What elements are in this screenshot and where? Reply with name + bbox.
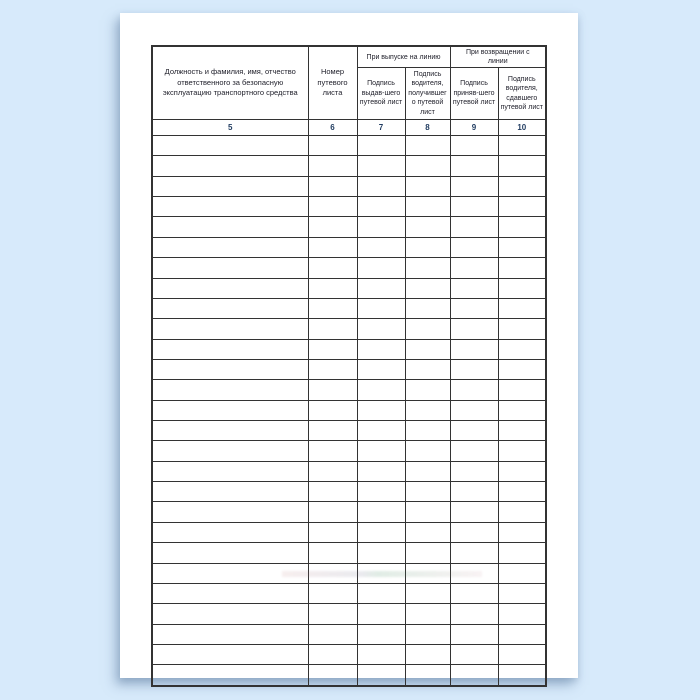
empty-cell (308, 217, 357, 237)
empty-cell (450, 644, 498, 664)
empty-cell (308, 136, 357, 156)
empty-cell (498, 339, 546, 359)
table-row (152, 543, 546, 563)
empty-cell (405, 604, 450, 624)
table-row (152, 258, 546, 278)
empty-cell (498, 522, 546, 542)
table-row (152, 461, 546, 481)
empty-cell (498, 482, 546, 502)
empty-cell (308, 665, 357, 686)
empty-cell (308, 644, 357, 664)
empty-cell (405, 624, 450, 644)
table-row (152, 400, 546, 420)
empty-cell (308, 400, 357, 420)
empty-cell (450, 380, 498, 400)
empty-cell (152, 522, 308, 542)
empty-cell (405, 461, 450, 481)
empty-cell (357, 319, 405, 339)
empty-cell (405, 502, 450, 522)
empty-cell (308, 258, 357, 278)
empty-cell (308, 359, 357, 379)
empty-cell (357, 624, 405, 644)
empty-cell (450, 665, 498, 686)
empty-cell (357, 380, 405, 400)
empty-cell (450, 502, 498, 522)
empty-cell (405, 400, 450, 420)
header-signature-acceptor: Подпись приняв-шего путевой лист (450, 68, 498, 120)
empty-cell (450, 359, 498, 379)
empty-cell (450, 237, 498, 257)
empty-cell (450, 482, 498, 502)
table-row (152, 278, 546, 298)
empty-cell (308, 441, 357, 461)
table-row (152, 563, 546, 583)
empty-cell (308, 461, 357, 481)
empty-cell (308, 624, 357, 644)
empty-cell (450, 543, 498, 563)
empty-cell (450, 624, 498, 644)
empty-cell (498, 543, 546, 563)
empty-cell (152, 339, 308, 359)
empty-cell (405, 482, 450, 502)
empty-cell (405, 339, 450, 359)
empty-cell (498, 176, 546, 196)
empty-cell (357, 339, 405, 359)
empty-cell (308, 298, 357, 318)
empty-cell (152, 136, 308, 156)
empty-cell (152, 604, 308, 624)
empty-cell (405, 441, 450, 461)
table-row (152, 441, 546, 461)
empty-cell (308, 278, 357, 298)
group-header-release-to-line (357, 46, 450, 68)
document-page (120, 13, 578, 678)
empty-cell (498, 461, 546, 481)
empty-cell (498, 359, 546, 379)
empty-cell (450, 319, 498, 339)
empty-cell (498, 278, 546, 298)
empty-cell (308, 319, 357, 339)
empty-cell (357, 217, 405, 237)
table-header (152, 46, 546, 136)
empty-cell (498, 197, 546, 217)
empty-cell (152, 197, 308, 217)
empty-cell (450, 339, 498, 359)
table-row (152, 583, 546, 603)
empty-cell (357, 359, 405, 379)
empty-cell (498, 624, 546, 644)
empty-cell (357, 543, 405, 563)
header-signature-driver-received: Подпись водителя, получившего путевой лист (405, 68, 450, 120)
empty-cell (152, 380, 308, 400)
empty-cell (152, 237, 308, 257)
empty-cell (450, 400, 498, 420)
empty-cell (308, 522, 357, 542)
table-row (152, 217, 546, 237)
table-body (152, 136, 546, 686)
empty-cell (152, 644, 308, 664)
table-row (152, 644, 546, 664)
table-row (152, 136, 546, 156)
empty-cell (152, 665, 308, 686)
empty-cell (357, 502, 405, 522)
empty-cell (498, 665, 546, 686)
empty-cell (152, 156, 308, 176)
empty-cell (405, 421, 450, 441)
empty-cell (405, 380, 450, 400)
empty-cell (450, 461, 498, 481)
empty-cell (308, 197, 357, 217)
empty-cell (357, 278, 405, 298)
empty-cell (450, 522, 498, 542)
group-header-row (152, 46, 546, 68)
empty-cell (152, 217, 308, 237)
empty-cell (357, 421, 405, 441)
empty-cell (450, 197, 498, 217)
table-row (152, 359, 546, 379)
column-number-8: 8 (405, 120, 450, 136)
table-row (152, 604, 546, 624)
table-row (152, 197, 546, 217)
empty-cell (498, 563, 546, 583)
table-row (152, 176, 546, 196)
empty-cell (152, 421, 308, 441)
empty-cell (450, 136, 498, 156)
table-row (152, 502, 546, 522)
group-header-release-label: При выпуске на линию (366, 53, 441, 61)
header-waybill-number: Номер путевого листа (308, 46, 357, 120)
empty-cell (450, 298, 498, 318)
table-row (152, 482, 546, 502)
table-row (152, 665, 546, 686)
empty-cell (450, 217, 498, 237)
empty-cell (308, 176, 357, 196)
empty-cell (498, 441, 546, 461)
empty-cell (308, 156, 357, 176)
column-number-5: 5 (152, 120, 308, 136)
empty-cell (405, 197, 450, 217)
empty-cell (498, 298, 546, 318)
header-responsible-person: Должность и фамилия, имя, отчество ответственного за безопасную эксплуатацию транспортного средства (152, 46, 308, 120)
empty-cell (357, 136, 405, 156)
empty-cell (450, 156, 498, 176)
empty-cell (308, 604, 357, 624)
empty-cell (357, 461, 405, 481)
table-row (152, 156, 546, 176)
empty-cell (152, 563, 308, 583)
empty-cell (357, 400, 405, 420)
empty-cell (450, 563, 498, 583)
empty-cell (152, 400, 308, 420)
empty-cell (152, 543, 308, 563)
table-row (152, 319, 546, 339)
table-row (152, 298, 546, 318)
waybill-log-table (151, 45, 547, 687)
header-signature-driver-returned: Подпись водителя, сдавшего путевой лист (498, 68, 546, 120)
header-signature-issuer: Подпись выдав-шего путевой лист (357, 68, 405, 120)
table-row (152, 624, 546, 644)
empty-cell (357, 522, 405, 542)
empty-cell (357, 604, 405, 624)
empty-cell (498, 217, 546, 237)
empty-cell (405, 258, 450, 278)
empty-cell (357, 237, 405, 257)
empty-cell (498, 604, 546, 624)
empty-cell (152, 624, 308, 644)
empty-cell (405, 156, 450, 176)
empty-cell (405, 217, 450, 237)
empty-cell (498, 136, 546, 156)
empty-cell (405, 237, 450, 257)
empty-cell (152, 482, 308, 502)
empty-cell (357, 563, 405, 583)
empty-cell (152, 278, 308, 298)
empty-cell (498, 583, 546, 603)
empty-cell (152, 359, 308, 379)
empty-cell (498, 400, 546, 420)
empty-cell (498, 156, 546, 176)
empty-cell (405, 319, 450, 339)
empty-cell (498, 421, 546, 441)
empty-cell (405, 644, 450, 664)
empty-cell (357, 644, 405, 664)
empty-cell (357, 176, 405, 196)
empty-cell (405, 563, 450, 583)
column-number-9: 9 (450, 120, 498, 136)
group-header-return-from-line (450, 46, 546, 68)
column-number-7: 7 (357, 120, 405, 136)
group-header-return-label: При возвращении с линии (465, 49, 530, 65)
empty-cell (450, 421, 498, 441)
empty-cell (498, 644, 546, 664)
empty-cell (152, 176, 308, 196)
empty-cell (308, 543, 357, 563)
empty-cell (405, 136, 450, 156)
empty-cell (405, 176, 450, 196)
empty-cell (450, 583, 498, 603)
table-row (152, 421, 546, 441)
empty-cell (498, 502, 546, 522)
empty-cell (498, 319, 546, 339)
empty-cell (450, 604, 498, 624)
empty-cell (152, 258, 308, 278)
empty-cell (357, 156, 405, 176)
empty-cell (308, 339, 357, 359)
empty-cell (405, 359, 450, 379)
empty-cell (308, 421, 357, 441)
empty-cell (152, 461, 308, 481)
empty-cell (357, 583, 405, 603)
empty-cell (357, 665, 405, 686)
empty-cell (357, 482, 405, 502)
column-number-row (152, 120, 546, 136)
empty-cell (357, 197, 405, 217)
empty-cell (357, 258, 405, 278)
empty-cell (450, 258, 498, 278)
empty-cell (308, 563, 357, 583)
column-number-10: 10 (498, 120, 546, 136)
empty-cell (450, 278, 498, 298)
empty-cell (405, 298, 450, 318)
column-number-6: 6 (308, 120, 357, 136)
empty-cell (498, 380, 546, 400)
empty-cell (405, 665, 450, 686)
empty-cell (405, 522, 450, 542)
empty-cell (357, 441, 405, 461)
empty-cell (450, 441, 498, 461)
empty-cell (308, 380, 357, 400)
empty-cell (308, 482, 357, 502)
empty-cell (405, 278, 450, 298)
empty-cell (357, 298, 405, 318)
table-row (152, 522, 546, 542)
empty-cell (152, 502, 308, 522)
table-row (152, 339, 546, 359)
empty-cell (498, 237, 546, 257)
empty-cell (308, 583, 357, 603)
empty-cell (308, 237, 357, 257)
empty-cell (152, 298, 308, 318)
empty-cell (152, 583, 308, 603)
empty-cell (405, 583, 450, 603)
empty-cell (308, 502, 357, 522)
empty-cell (152, 441, 308, 461)
empty-cell (152, 319, 308, 339)
empty-cell (498, 258, 546, 278)
empty-cell (405, 543, 450, 563)
empty-cell (450, 176, 498, 196)
table-row (152, 380, 546, 400)
table-row (152, 237, 546, 257)
